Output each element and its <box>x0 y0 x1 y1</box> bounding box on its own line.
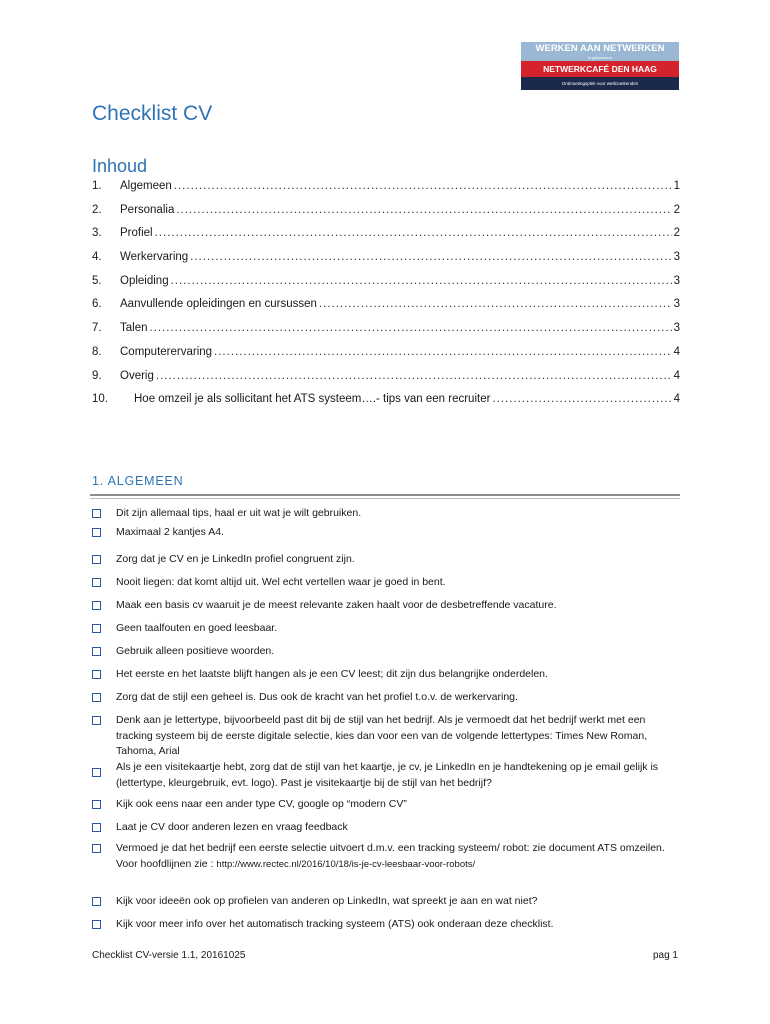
toc-item[interactable] <box>92 298 680 322</box>
checklist-text: Maak een basis cv waaruit je de meest relevante zaken haalt voor de desbetreffende vacature. <box>116 599 557 611</box>
checklist-item <box>92 575 684 591</box>
toc-heading: Inhoud <box>92 156 148 176</box>
toc-page: 3 <box>673 251 680 264</box>
checklist-text: Het eerste en het laatste blijft hangen als je een CV leest; dit zijn dus belangrijke onderdelen. <box>116 668 548 680</box>
toc-num: 1. <box>92 180 102 192</box>
checkbox-icon[interactable] <box>92 670 101 679</box>
checklist-text: Maximaal 2 kantjes A4. <box>116 526 224 538</box>
checklist-text: Als je een visitekaartje hebt, zorg dat de stijl van het kaartje, je cv, je LinkedIn en je handtekening op je email gelijk is (lettertype, kleurgebruik, evt. logo). Past je visitekaartje bij de stijl van het bedrijf? <box>116 761 659 789</box>
checkbox-icon[interactable] <box>92 693 101 702</box>
toc-num: 2. <box>92 203 102 216</box>
toc-page: 4 <box>673 393 680 406</box>
checkbox-icon[interactable] <box>92 528 101 537</box>
section-heading-algemeen: 1. ALGEMEEN <box>92 474 184 488</box>
toc-page: 3 <box>673 298 680 311</box>
checklist-item <box>92 797 684 813</box>
toc-leader <box>156 370 672 382</box>
toc-item[interactable] <box>92 322 680 346</box>
toc-text: Werkervaring <box>120 251 189 264</box>
toc-text: Hoe omzeil je als sollicitant het ATS systeem….- tips van een recruiter <box>134 393 491 406</box>
checklist-item <box>92 621 684 637</box>
logo-line2: NETWERKCAFÉ DEN HAAG <box>521 61 679 77</box>
ats-article-link[interactable]: http://www.rectec.nl/2016/10/18/is-je-cv-leesbaar-voor-robots/ <box>216 858 476 870</box>
checklist-text: Gebruik alleen positieve woorden. <box>116 645 275 657</box>
checklist-text: Nooit liegen: dat komt altijd uit. Wel echt vertellen waar je goed in bent. <box>116 576 446 588</box>
toc-text: Computerervaring <box>120 345 213 358</box>
toc-num: 6. <box>92 298 102 311</box>
logo <box>521 42 679 90</box>
toc-leader <box>492 393 671 405</box>
toc-leader <box>155 227 672 239</box>
checklist-item <box>92 690 684 706</box>
toc-page: 3 <box>673 322 680 335</box>
toc-num: 8. <box>92 345 102 358</box>
toc-item[interactable] <box>92 346 680 370</box>
checklist-item <box>92 894 684 910</box>
checklist-item <box>92 506 684 522</box>
toc-text: Personalia <box>120 203 175 216</box>
checklist-item <box>92 917 684 933</box>
toc-leader <box>171 275 672 287</box>
document-title: Checklist CV <box>92 102 213 125</box>
checklist-item <box>92 820 684 836</box>
checkbox-icon[interactable] <box>92 800 101 809</box>
toc-num: 7. <box>92 322 102 335</box>
checklist-item <box>92 713 684 760</box>
checklist-text-main: Vermoed je dat het bedrijf een eerste selectie uitvoert d.m.v. een tracking systeem/ robot: zie document ATS omzeilen. Voor hoofdlijnen zie : <box>116 842 665 870</box>
checkbox-icon[interactable] <box>92 897 101 906</box>
toc-text: Algemeen <box>120 180 172 192</box>
checkbox-icon[interactable] <box>92 555 101 564</box>
toc-item[interactable] <box>92 370 680 394</box>
toc-item[interactable] <box>92 180 680 204</box>
toc-leader <box>176 204 671 216</box>
checklist-item <box>92 667 684 683</box>
checkbox-icon[interactable] <box>92 647 101 656</box>
checkbox-icon[interactable] <box>92 509 101 518</box>
section-divider-thin <box>90 498 680 499</box>
checklist-item <box>92 644 684 660</box>
checkbox-icon[interactable] <box>92 578 101 587</box>
toc-page: 4 <box>673 369 680 382</box>
checkbox-icon[interactable] <box>92 624 101 633</box>
checklist-text: Laat je CV door anderen lezen en vraag feedback <box>116 821 348 833</box>
toc-text: Aanvullende opleidingen en cursussen <box>120 298 317 311</box>
table-of-contents <box>92 180 680 417</box>
toc-num: 4. <box>92 251 102 264</box>
checklist-text: Zorg dat je CV en je LinkedIn profiel congruent zijn. <box>116 553 355 565</box>
logo-line1: WERKEN AAN NETWERKEN <box>535 43 665 54</box>
footer-page-number: pag 1 <box>652 950 678 961</box>
checkbox-icon[interactable] <box>92 844 101 853</box>
toc-leader <box>150 322 672 334</box>
toc-page: 4 <box>673 345 680 358</box>
checkbox-icon[interactable] <box>92 716 101 725</box>
toc-item[interactable] <box>92 227 680 251</box>
toc-leader <box>214 346 672 358</box>
checklist-item <box>92 841 684 872</box>
toc-leader <box>319 298 672 310</box>
toc-num: 9. <box>92 369 102 382</box>
checklist-item <box>92 760 684 791</box>
checklist-text: Zorg dat de stijl een geheel is. Dus ook de kracht van het profiel t.o.v. de werkervaring. <box>116 691 518 703</box>
footer-version: Checklist CV-versie 1.1, 20161025 <box>92 950 246 961</box>
toc-item[interactable] <box>92 251 680 275</box>
toc-num: 3. <box>92 227 102 240</box>
toc-leader <box>174 180 672 192</box>
checklist-text: Kijk ook eens naar een ander type CV, google op “modern CV” <box>116 798 407 810</box>
toc-num: 5. <box>92 274 102 287</box>
checklist-text: Kijk voor meer info over het automatisch tracking systeem (ATS) ook onderaan deze checklist. <box>116 918 554 930</box>
toc-text: Opleiding <box>120 274 169 287</box>
toc-text: Talen <box>120 322 148 335</box>
checklist-text: Dit zijn allemaal tips, haal er uit wat je wilt gebruiken. <box>116 507 362 519</box>
checklist-item <box>92 598 684 614</box>
toc-text: Overig <box>120 369 154 382</box>
checkbox-icon[interactable] <box>92 768 101 777</box>
checkbox-icon[interactable] <box>92 823 101 832</box>
checklist-text <box>116 841 684 872</box>
checklist-item <box>92 552 684 568</box>
toc-item[interactable] <box>92 275 680 299</box>
toc-page: 2 <box>673 203 680 216</box>
toc-item[interactable] <box>92 393 680 417</box>
logo-top-band <box>521 42 679 61</box>
checklist-item <box>92 525 684 541</box>
checklist-text: Kijk voor ideeën ook op profielen van anderen op LinkedIn, wat spreekt je aan en wat niet? <box>116 895 538 907</box>
toc-num: 10. <box>92 393 108 406</box>
toc-page: 1 <box>673 180 680 192</box>
checkbox-icon[interactable] <box>92 601 101 610</box>
checklist-text: Geen taalfouten en goed leesbaar. <box>116 622 278 634</box>
logo-line1-sub: is gelanceerd <box>588 55 612 60</box>
toc-item[interactable] <box>92 204 680 228</box>
section-divider <box>90 494 680 496</box>
toc-text: Profiel <box>120 227 153 240</box>
toc-page: 3 <box>673 274 680 287</box>
toc-leader <box>190 251 671 263</box>
toc-page: 2 <box>673 227 680 240</box>
logo-line3: Ontmoetingsplek voor werkzoekenden <box>521 77 679 90</box>
checklist-text: Denk aan je lettertype, bijvoorbeeld past dit bij de stijl van het bedrijf. Als je vermoedt dat het bedrijf werkt met een tracking systeem bij de eerste digitale selectie, kies dan voor een van de volgende lettertypes: Times New Roman, Tahoma, Arial <box>116 714 648 757</box>
checkbox-icon[interactable] <box>92 920 101 929</box>
